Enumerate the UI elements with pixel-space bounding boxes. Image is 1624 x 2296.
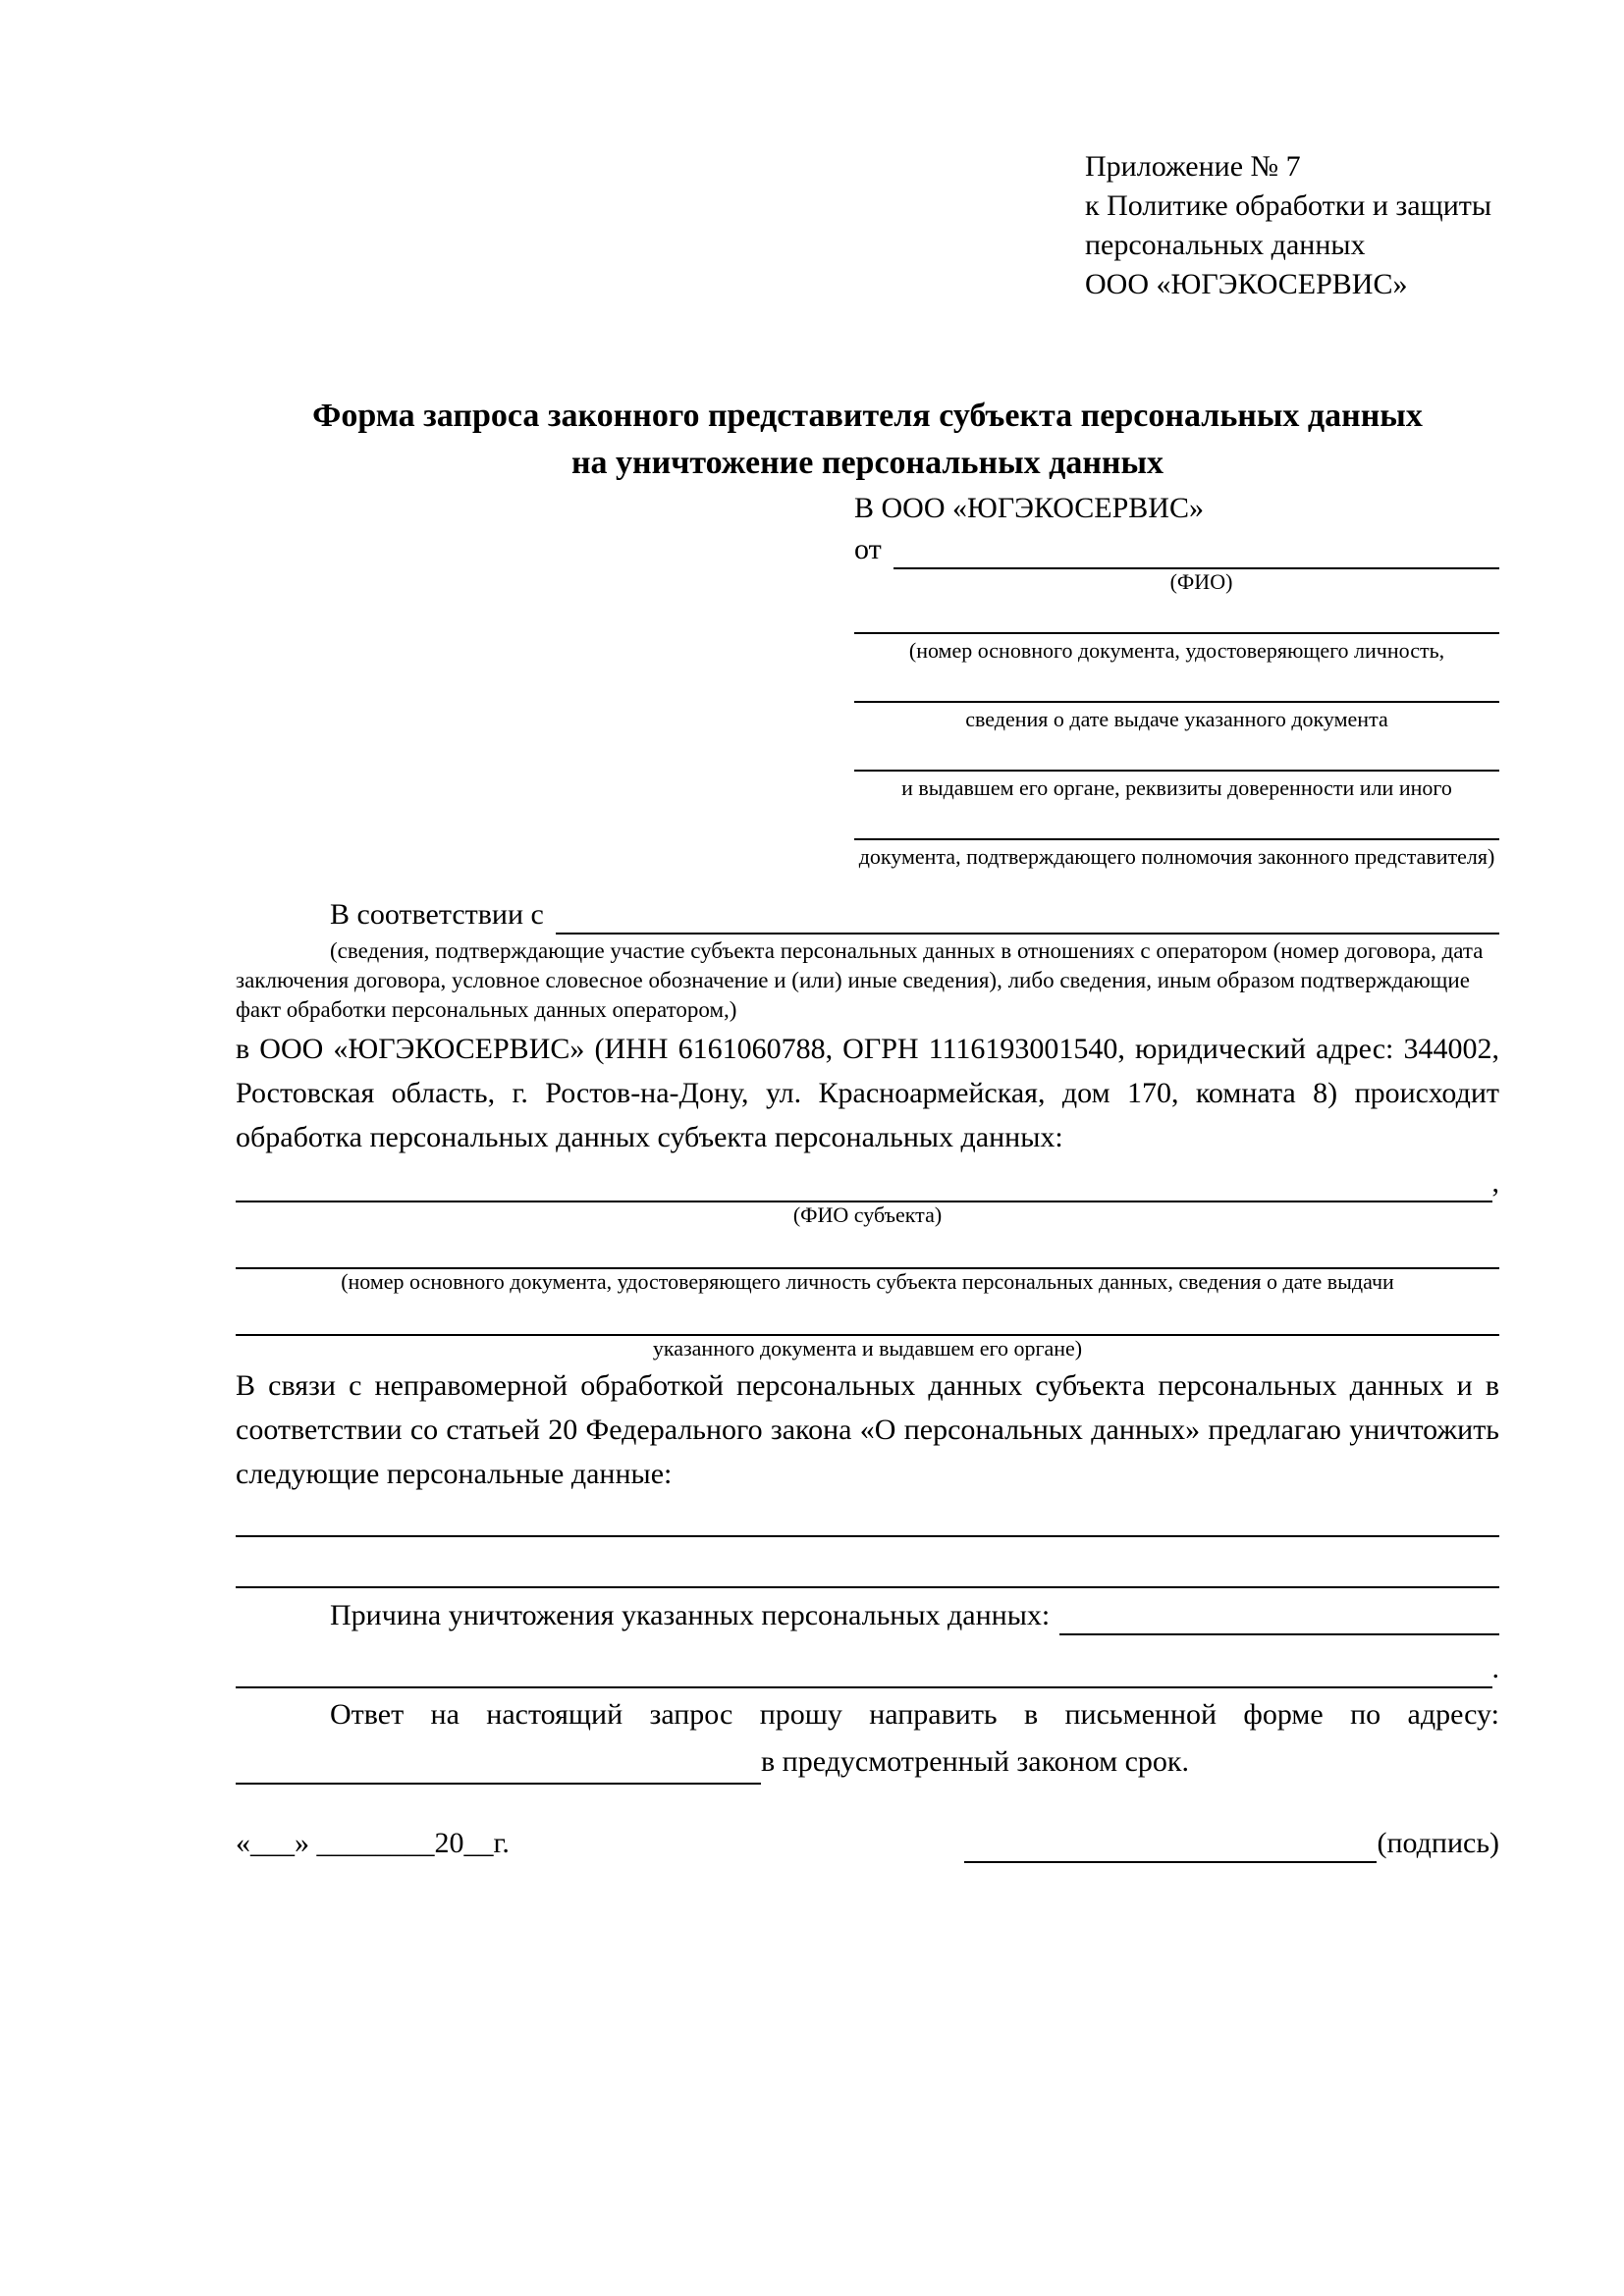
- representative-doc-field: [854, 601, 1499, 664]
- subject-doc-row: [236, 1238, 1499, 1269]
- fio-caption: (ФИО): [1169, 569, 1233, 594]
- representative-doc-field: [854, 669, 1499, 732]
- reason-label: Причина уничтожения указанных персональных данных:: [330, 1599, 1051, 1631]
- accordance-note: (сведения, подтверждающие участие субъекта персональных данных в отношениях с оператором (номер договора, дата заключения договора, условное словесное обозначение и (или) иные сведения), либо сведения, иным образом подтверждающие факт обработки персональных данных оператором,): [236, 938, 1484, 1022]
- from-label: от: [854, 533, 882, 565]
- reason-continuation-row: [236, 1649, 1499, 1688]
- from-row: [854, 530, 1499, 569]
- addressee-block: [854, 487, 1499, 870]
- operator-paragraph: в ООО «ЮГЭКОСЕРВИС» (ИНН 6161060788, ОГРН 1116193001540, юридический адрес: 344002, Ростовская область, г. Ростов-на-Дону, ул. Красноармейская, дом 170, комната 8) происходит обработка персональных данных субъекта персональных данных:: [236, 1033, 1499, 1153]
- field-caption: сведения о дате выдаче указанного документа: [965, 707, 1388, 731]
- subject-doc-caption-1: (номер основного документа, удостоверяющего личность субъекта персональных данных, сведения о дате выдачи: [341, 1269, 1394, 1294]
- data-fill-line: [236, 1504, 1499, 1537]
- reason-row: [236, 1596, 1499, 1635]
- signature-fill-line: [964, 1832, 1377, 1863]
- blank-line: [854, 807, 1499, 840]
- blank-line: [854, 601, 1499, 634]
- address-fill-line: [236, 1751, 761, 1785]
- subject-fio-caption: (ФИО субъекта): [792, 1202, 943, 1227]
- appendix-header: [1085, 147, 1499, 304]
- appendix-number: Приложение № 7: [1085, 150, 1301, 183]
- blank-line: [854, 669, 1499, 703]
- subject-fio-row: [236, 1163, 1499, 1202]
- answer-address-row: [236, 1739, 1499, 1785]
- accordance-label: В соответствии с: [330, 898, 544, 931]
- accordance-fill-line: [556, 933, 1499, 934]
- blank-line: [236, 1305, 1499, 1336]
- company-name: ООО «ЮГЭКОСЕРВИС»: [1085, 268, 1408, 300]
- accordance-row: [236, 895, 1499, 934]
- field-caption: и выдавшем его органе, реквизиты доверенности или иного: [901, 775, 1452, 800]
- reason-fill-line: [1059, 1633, 1499, 1635]
- title-line-2: на уничтожение персональных данных: [570, 445, 1164, 481]
- subject-doc-caption-2: указанного документа и выдавшем его органе): [652, 1336, 1083, 1361]
- answer-paragraph: Ответ на настоящий запрос прошу направить в письменной форме по адресу:: [330, 1698, 1499, 1731]
- representative-doc-field: [854, 807, 1499, 870]
- date-signature-row: [236, 1824, 1499, 1863]
- blank-line: [236, 1171, 1492, 1202]
- data-fill-line: [236, 1555, 1499, 1588]
- blank-line: [854, 738, 1499, 772]
- document-title: [236, 393, 1499, 487]
- period: .: [1491, 1652, 1499, 1684]
- addressee-company: В ООО «ЮГЭКОСЕРВИС»: [854, 492, 1204, 524]
- representative-doc-field: [854, 738, 1499, 801]
- answer-tail: в предусмотренный законом срок.: [761, 1745, 1189, 1778]
- signature-block: [964, 1824, 1499, 1863]
- comma: ,: [1491, 1166, 1499, 1199]
- signature-caption: (подпись): [1377, 1827, 1499, 1859]
- appendix-policy-line: к Политике обработки и защиты: [1085, 189, 1492, 222]
- field-caption: документа, подтверждающего полномочия законного представителя): [858, 844, 1495, 869]
- title-line-1: Форма запроса законного представителя субъекта персональных данных: [312, 398, 1423, 434]
- field-caption: (номер основного документа, удостоверяющего личность,: [908, 638, 1445, 663]
- appendix-policy-line2: персональных данных: [1085, 229, 1366, 261]
- blank-line: [236, 1238, 1499, 1269]
- date-line: «___» ________20__г.: [236, 1827, 510, 1859]
- subject-doc-row: [236, 1305, 1499, 1336]
- request-paragraph: В связи с неправомерной обработкой персональных данных субъекта персональных данных и в соответствии со статьей 20 Федерального закона «О персональных данных» предлагаю уничтожить следующие персональные данные:: [236, 1369, 1499, 1490]
- reason-fill-line-2: [236, 1657, 1492, 1688]
